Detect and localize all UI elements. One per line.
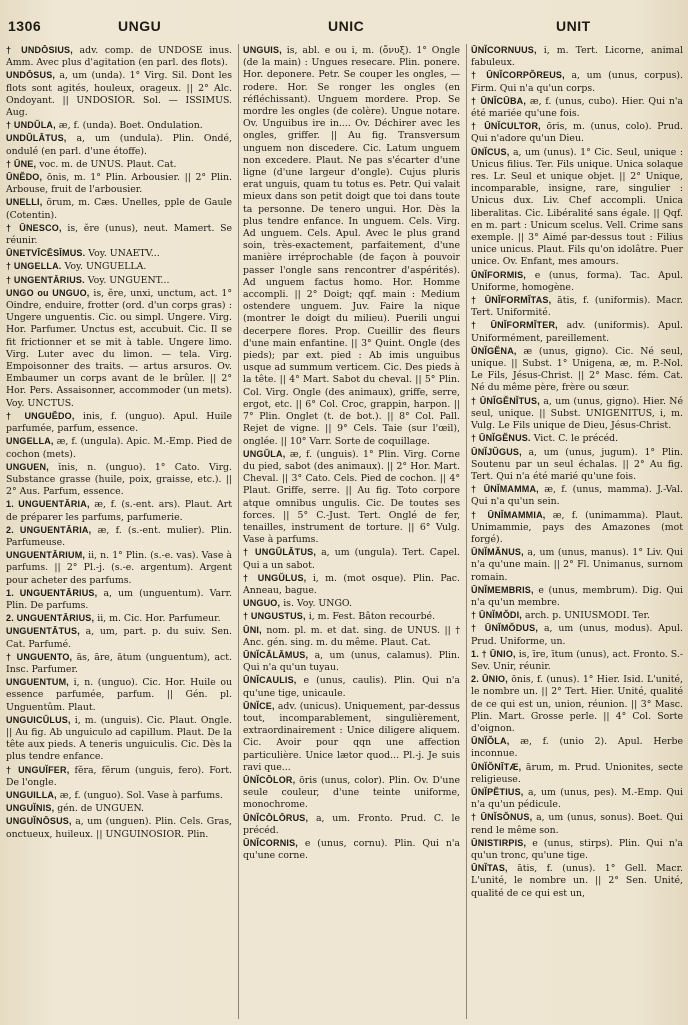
dictionary-entry [243, 674, 460, 699]
entry-headword: † ŪNĬGĔNĬTUS, [471, 395, 540, 406]
entry-definition: i, m. Tert. Licorne, animal fabuleux. [471, 45, 683, 69]
entry-headword: UNGUO, [243, 598, 281, 609]
entry-definition: i, m. (mot osque). Plin. Pac. Anneau, bague. [243, 572, 460, 596]
dictionary-entry [6, 651, 232, 676]
entry-definition: is, ĕre, unxi, unctum, act. 1° Oindre, enduire, frotter (ord. d'un corps gras) : Ungere unguentis. Cic. ou simpl. Ungere. Virg. Hor. Parfumer. Unctus est, accubuit. Cic. Il se fit frictionner et se mit à table. Ungere limo. Virg. Luter avec du limon. — tela. Virg. Empoisonner des traits. — artus arsuros. Ov. Embaumer un corps avant de le brûler. || 2° Hor. Pers. Assaisonner, accommoder (un mets). Voy. UNCTUS. [6, 287, 232, 409]
entry-definition: i, n. (unguo). Cic. Hor. Huile ou essence parfumée, parfum. || Gén. pl. Unguentûm. Plaut. [6, 677, 232, 713]
entry-definition: æ, f. (s.-ent. ars). Plaut. Art de préparer les parfums, parfumerie. [6, 499, 232, 523]
entry-definition: ōrum, m. Cæs. Unelles, pple de Gaule (Cotentin). [6, 197, 232, 221]
entry-headword: † ŪNE, [6, 158, 37, 169]
dictionary-entry [243, 624, 460, 649]
dictionary-entry [6, 171, 232, 196]
entry-definition: a, um (unda). 1° Virg. Sil. Dont les flots sont agités, houleux, orageux. || 2° Alc. Ondoyant. || UNDOSIOR. Sol. — ISSIMUS. Aug. [6, 70, 232, 119]
entry-headword: ŪNĬMEMBRIS, [471, 584, 534, 595]
dictionary-entry [471, 95, 683, 120]
entry-headword: 1. UNGUENTĀRIUS, [6, 587, 98, 598]
entry-headword: UNDŌSUS, [6, 70, 56, 81]
entry-definition: Voy. UNAETV... [88, 248, 160, 260]
entry-definition: a, um (unus, pes). M.-Emp. Qui n'a qu'un pédicule. [471, 786, 683, 811]
entry-definition: inis, f. (unguo). Apul. Huile parfumée, parfum, essence. [6, 410, 232, 435]
entry-headword: ŪNĬCUS, [471, 146, 510, 157]
dictionary-entry [471, 69, 683, 94]
dictionary-entry [6, 274, 232, 287]
dictionary-entry [243, 812, 460, 837]
entry-definition: a, um (unus, jugum). 1° Plin. Soutenu par un seul échalas. || 2° Au fig. Tert. Qui n'a été marié qu'une fois. [471, 446, 683, 482]
entry-definition: is, īre, ītum (unus), act. Fronto. S.-Sev. Unir, réunir. [471, 648, 683, 672]
entry-headword: UNGUIS, [243, 45, 282, 55]
page-number: 1306 [8, 18, 42, 34]
dictionary-entry [243, 597, 460, 610]
entry-definition: e (unus, cornu). Plin. Qui n'a qu'une corne. [243, 838, 460, 862]
entry-definition: gén. de UNGUEN. [57, 803, 145, 815]
entry-headword: UNDŬLĀTUS, [6, 133, 67, 144]
dictionary-entry [243, 44, 460, 448]
dictionary-entry [6, 714, 232, 764]
dictionary-entry [471, 509, 683, 547]
dictionary-entry [471, 862, 683, 900]
entry-definition: Voy. UNGUENT... [87, 274, 170, 286]
entry-definition: ārum, m. Prud. Unionites, secte religieuse. [471, 761, 683, 785]
entry-headword: ŪNĬŎLA, [471, 736, 510, 747]
entry-definition: ĭnis, n. (unguo). 1° Cato. Virg. Substance grasse (huile, poix, graisse, etc.). || 2° Aus. Parfum, essence. [6, 461, 232, 498]
entry-definition: adv. comp. de UNDOSE inus. Amm. Avec plus d'agitation (en parl. des flots). [6, 45, 232, 69]
entry-headword: † UNDŬLA, [6, 120, 56, 131]
entry-headword: ŪNI, [243, 624, 262, 635]
entry-headword: 2. UNGUENTĀRIUS, [6, 613, 95, 624]
entry-definition: a, um (unus, modus). Apul. Prud. Uniforme, un. [471, 623, 683, 647]
entry-definition: a, um (unus, gigno). Hier. Né seul, unique. || Subst. UNIGENITUS, i, m. Vulg. Le Fils unique de Dieu, Jésus-Christ. [471, 395, 683, 432]
dictionary-entry [6, 69, 232, 119]
entry-definition: e (unus, forma). Tac. Apul. Uniforme, homogène. [471, 269, 683, 293]
entry-headword: † ŪNĬCŪBA, [471, 95, 527, 106]
entry-headword: UNGUENTĀTUS, [6, 626, 80, 637]
entry-definition: a, um (unguen). Plin. Cels. Gras, onctueux, huileux. || UNGUINOSIOR. Plin. [6, 816, 232, 840]
entry-definition: æ, f. (unio 2). Apul. Herbe inconnue. [471, 736, 683, 760]
entry-headword: ŪNĬGĔNA, [471, 345, 517, 356]
entry-definition: adv. (uniformis). Apul. Uniformément, pareillement. [471, 320, 683, 344]
entry-headword: ŪNISTIRPIS, [471, 837, 527, 848]
dictionary-entry [471, 648, 683, 673]
entry-headword: † ŪNĬCULTOR, [471, 121, 541, 132]
entry-definition: nom. pl. m. et dat. sing. de UNUS. || † Anc. gén. sing. m. du même. Plaut. Cat. [243, 624, 460, 648]
dictionary-entry [243, 649, 460, 674]
dictionary-entry [6, 549, 232, 587]
dictionary-entry [6, 461, 232, 499]
dictionary-entry [6, 676, 232, 714]
entry-headword: † ŪNĬFORMĬTAS, [471, 295, 552, 306]
entry-definition: æ, f. (s.-ent. mulier). Plin. Parfumeuse. [6, 524, 232, 548]
running-header [0, 18, 688, 40]
dictionary-entry [6, 612, 232, 625]
entry-headword: UNGELLA, [6, 436, 54, 447]
entry-headword: ŪNETVĪCĒSĪMUS. [6, 248, 86, 259]
entry-definition: æ, f. (unimamma). Plaut. Unimammie, pays des Amazones (mot forgé). [471, 509, 683, 545]
dictionary-entry [6, 260, 232, 273]
entry-headword: † UNGUSTUS, [243, 611, 306, 622]
entry-definition: æ, f. (unus, cubo). Hier. Qui n'a été mariée qu'une fois. [471, 95, 683, 120]
dictionary-entry [6, 410, 232, 435]
entry-definition: ātis, f. (unus). 1° Gell. Macr. L'unité, le nombre un. || 2° Sen. Unité, qualité de ce qui est un, [471, 863, 683, 899]
dictionary-entry [6, 587, 232, 612]
entry-headword: UNGUENTĀRIUM, [6, 550, 86, 561]
dictionary-entry [471, 761, 683, 786]
entry-definition: æ, f. (unguo). Sol. Vase à parfums. [59, 789, 223, 801]
dictionary-entry [471, 446, 683, 484]
entry-headword: † ŪNĬCORPŎREUS, [471, 70, 565, 81]
dictionary-entry [243, 837, 460, 862]
entry-headword: UNGUICŬLUS, [6, 714, 71, 725]
dictionary-entry [6, 44, 232, 69]
entry-headword: † ŪNĬMAMMA, [471, 484, 539, 495]
dictionary-entry [6, 158, 232, 171]
dictionary-entry [6, 625, 232, 650]
entry-headword: UNGUĬNIS, [6, 803, 55, 814]
entry-definition: adv. (unicus). Uniquement, par-dessus tout, incomparablement, singulièrement, extraordinairement : Unice diligere aliquem. Cic. Avoir pour qqn une affection particulière. Unice lætor quod... Pl.-j. Je suis ravi que... [243, 700, 460, 773]
entry-headword: ŪNĬCORNUUS, [471, 45, 537, 55]
column-middle [243, 44, 460, 1019]
entry-definition: æ, f. (unda). Boet. Ondulation. [58, 120, 203, 132]
dictionary-entry [6, 524, 232, 549]
entry-definition: fĕra, fĕrum (unguis, fero). Fort. De l'ongle. [6, 764, 232, 788]
entry-definition: ātis, f. (uniformis). Macr. Tert. Uniformité. [471, 295, 683, 319]
entry-headword: ŪNĬFORMIS, [471, 269, 526, 280]
dictionary-entry [243, 572, 460, 597]
entry-headword: † ŪNĬGĔNUS. [471, 433, 531, 444]
dictionary-entry [6, 764, 232, 789]
dictionary-entry [471, 735, 683, 760]
entry-headword: 2. ŪNIO, [471, 674, 508, 685]
dictionary-entry [471, 319, 683, 344]
entry-headword: ŪNĬCORNIS, [243, 838, 299, 848]
dictionary-entry [6, 789, 232, 802]
dictionary-entry [471, 811, 683, 836]
entry-headword: UNELLI, [6, 197, 43, 208]
entry-definition: ās, āre, ātum (unguentum), act. Insc. Parfumer. [6, 651, 232, 675]
dictionary-entry [471, 622, 683, 647]
entry-definition: ōris (unus, color). Plin. Ov. D'une seule couleur, d'une teinte uniforme, monochrome. [243, 774, 460, 811]
dictionary-entry [6, 196, 232, 221]
entry-definition: æ, f. (unus, mamma). J.-Val. Qui n'a qu'un sein. [471, 484, 683, 508]
entry-headword: 1. UNGUENTĀRIA, [6, 499, 90, 510]
entry-headword: ŪNĬŎNĪTÆ, [471, 761, 522, 772]
entry-headword: ŪNĬCŌLŌRUS, [243, 812, 309, 823]
dictionary-entry [471, 483, 683, 508]
entry-headword: UNGO ou UNGUO, [6, 287, 90, 298]
dictionary-entry [6, 222, 232, 247]
column-right [471, 44, 683, 1019]
entry-headword: † UNGUĬFER, [6, 764, 70, 775]
entry-definition: is, abl. e ou i, m. (ὄνυξ). 1° Ongle (de la main) : Ungues resecare. Plin. ponere. Hor. deponere. Petr. Se couper les ongles, — rodere. Hor. Se ronger les ongles (en réfléchissant). Unguem mordere. Prop. Se mordre les ongles (de colère). Ungue notare. Ov. Unguibus ire in.... Ov. Déchirer avec les ongles, griffer. || Au fig. Transversum unguem non discedere. Cic. Latum unguem non excedere. Plaut. Ne pas s'écarter d'une ligne (d'une largeur d'ongle). Cujus pluris erat unguis, quam tu totus es. Petr. Qui valait mieux dans son petit doigt que toi dans toute ta personne. De tenero ungui. Hor. Dès la plus tendre enfance. In unguem. Cels. Virg. Ad unguem. Cels. Apul. Avec le plus grand soin, très-exactement, parfaitement, d'une manière irréprochable (de façon à pouvoir passer l'ongle sans rencontrer d'aspérités). Ad unguem factus homo. Hor. Homme accompli. || 2° Doigt; qqf. main : Medium ostendere unguem. Juv. Faire la nique (montrer le doigt du milieu). Puerili ungui decerpere flores. Prop. Cueillir des fleurs d'une main enfantine. || 3° Quint. Ongle (des pieds); par ext. pied : Ab imis unguibus usque ad summum verticem. Cic. Des pieds à la tête. || 4° Mart. Sabot du cheval. || 5° Plin. Col. Virg. Ongle (des animaux), griffe, serre, ergot, etc. || 6° Col. Croc, grappin, harpon. || 7° Plin. Onglet (t. de bot.). || 8° Col. Pall. Rejet de vigne. || 9° Cels. Taie (sur l'œil), onglée. || 10° Varr. Sorte de coquillage. [243, 45, 460, 447]
entry-definition: Vict. C. le précéd. [533, 433, 619, 445]
entry-headword: UNGŬLA, [243, 448, 286, 459]
entry-definition: i, m. (unguis). Cic. Plaut. Ongle. || Au fig. Ab unguiculo ad capillum. Plaut. De la tête aux pieds. A teneris unguiculis. Cic. Dès la plus tendre enfance. [6, 714, 232, 763]
entry-headword: † UNGŬLĀTUS, [243, 547, 317, 558]
entry-definition: a, um (ungula). Tert. Capel. Qui a un sabot. [243, 547, 460, 571]
entry-definition: a, um (unus, calamus). Plin. Qui n'a qu'un tuyau. [243, 649, 460, 674]
entry-headword: UNGUENTUM, [6, 677, 69, 688]
dictionary-entry [471, 146, 683, 269]
entry-headword: † ŪNĬMŎDUS, [471, 623, 539, 634]
entry-headword: † ŪNESCO, [6, 222, 62, 233]
entry-definition: voc. m. de UNUS. Plaut. Cat. [39, 158, 177, 170]
dictionary-entry [6, 119, 232, 132]
dictionary-entry [471, 269, 683, 294]
dictionary-entry [243, 774, 460, 812]
entry-definition: is, ĕre (unus), neut. Mamert. Se réunir. [6, 222, 232, 247]
dictionary-entry [471, 609, 683, 622]
entry-headword: 1. † ŪNIO, [471, 648, 516, 659]
entry-definition: æ, f. (unguis). 1° Plin. Virg. Corne du pied, sabot (des animaux). || 2° Hor. Mart. Cheval. || 3° Cato. Cels. Pied de cochon. || 4° Plaut. Griffe, serre. || Au fig. Toto corpore atque omnibus ungulis. Cic. De toutes ses forces. || 5° C.-Just. Tert. Onglé de fer, tenailles, instrument de torture. || 6° Vulg. Vase à parfums. [243, 448, 460, 546]
entry-headword: ŪNĬJŬGUS, [471, 446, 522, 457]
header-right-guideword: UNIT [556, 18, 591, 34]
dictionary-entry [471, 395, 683, 433]
entry-definition: ōris, m. (unus, colo). Prud. Qui n'adore qu'un Dieu. [471, 121, 683, 145]
dictionary-entry [6, 815, 232, 840]
column-left [6, 44, 232, 1019]
entry-headword: † UNGUENTO, [6, 651, 73, 662]
dictionary-entry [6, 498, 232, 523]
entry-definition: ōnis, m. 1° Plin. Arbousier. || 2° Plin. Arbouse, fruit de l'arbousier. [6, 172, 232, 196]
dictionary-entry [471, 673, 683, 735]
dictionary-entry [471, 837, 683, 862]
dictionary-entry [243, 448, 460, 547]
entry-headword: ŪNĬCE, [243, 700, 275, 711]
entry-headword: 2. UNGUENTĀRIA, [6, 524, 92, 535]
dictionary-entry [6, 132, 232, 157]
entry-headword: ŪNĔDO, [6, 172, 43, 183]
dictionary-entry [471, 432, 683, 445]
entry-headword: † UNGUĔDO, [6, 410, 75, 421]
column-divider [238, 44, 239, 1019]
entry-definition: a, um (unus, sonus). Boet. Qui rend le même son. [471, 812, 683, 836]
dictionary-entry [243, 546, 460, 571]
dictionary-entry [6, 435, 232, 460]
entry-definition: a, um. Fronto. Prud. C. le précéd. [243, 812, 460, 836]
entry-definition: e (unus, membrum). Dig. Qui n'a qu'un membre. [471, 584, 683, 608]
entry-headword: † UNGŬLUS, [243, 572, 307, 583]
dictionary-entry [471, 294, 683, 319]
dictionary-entry [471, 584, 683, 609]
entry-headword: † ŪNĬMŎDI, [471, 610, 523, 621]
entry-headword: † ŪNĬMAMMIA, [471, 509, 546, 520]
entry-headword: † ŪNĬSŎNUS, [471, 812, 533, 823]
entry-headword: ŪNĬCŌLOR, [243, 774, 296, 785]
header-left-guideword: UNGU [118, 18, 162, 34]
entry-headword: UNGUEN, [6, 461, 49, 472]
entry-headword: ŪNĬPĔTIUS, [471, 786, 524, 797]
dictionary-entry [6, 287, 232, 410]
entry-definition: a, um (undula). Plin. Ondé, ondulé (en parl. d'une étoffe). [6, 133, 232, 157]
entry-headword: † ŪNĬFORMĬTER, [471, 320, 558, 331]
entry-headword: ŪNĬCĂLĀMUS, [243, 649, 309, 660]
entry-definition: a, um (unus). 1° Cic. Seul, unique : Unicus filius. Ter. Fils unique. Unica solaque res. Lr. Seul et unique objet. || 2° Unique, incomparable, insigne, rare, singulier : Unicus dux. Liv. Chef accompli. Unica liberalitas. Cic. Libéralité sans égale. || Qqf. en m. part : Unicum scelus. Vell. Crime sans exemple. || 3° Aimé par-dessus tout : Filius unice unicus. Plaut. Fils qu'on idolâtre. Puer unice. Ov. Enfant, mes amours. [471, 146, 683, 268]
entry-headword: † UNDŌSIUS, [6, 45, 73, 55]
entry-definition: ii, m. Cic. Hor. Parfumeur. [97, 613, 221, 625]
entry-definition: e (unus, stirps). Plin. Qui n'a qu'un tronc, qu'une tige. [471, 837, 683, 861]
entry-definition: i, m. Fest. Bâton recourbé. [308, 611, 436, 623]
dictionary-entry [471, 786, 683, 811]
entry-headword: ŪNĬTAS, [471, 863, 508, 874]
dictionary-entry [243, 700, 460, 774]
dictionary-entry [471, 546, 683, 584]
entry-headword: ŪNĬCAULIS, [243, 675, 297, 686]
entry-definition: a, um (unguentum). Varr. Plin. De parfums. [6, 587, 232, 611]
dictionary-entry [6, 802, 232, 815]
entry-definition: Voy. UNGUELLA. [64, 261, 147, 273]
entry-definition: e (unus, caulis). Plin. Qui n'a qu'une tige, unicaule. [243, 675, 460, 699]
entry-headword: UNGUILLA, [6, 789, 57, 800]
entry-definition: ii, n. 1° Plin. (s.-e. vas). Vase à parfums. || 2° Pl.-j. (s.-e. argentum). Argent pour acheter des parfums. [6, 550, 232, 586]
entry-definition: is. Voy. UNGO. [283, 598, 353, 610]
header-center-guideword: UNIC [328, 18, 365, 34]
dictionary-entry [471, 44, 683, 69]
dictionary-entry [6, 247, 232, 260]
column-divider [466, 44, 467, 1019]
entry-definition: ōnis, f. (unus). 1° Hier. Isid. L'unité, le nombre un. || 2° Tert. Hier. Unité, qualité de ce qui est un, union, réunion. || 3° Masc. Plin. Mart. Grosse perle. || 4° Col. Sorte d'oignon. [471, 674, 683, 734]
entry-definition: a, um, part. p. du suiv. Sen. Cat. Parfumé. [6, 626, 232, 650]
entry-definition: æ, f. (ungula). Apic. M.-Emp. Pied de cochon (mets). [6, 436, 232, 460]
entry-definition: æ (unus, gigno). Cic. Né seul, unique. || Subst. 1° Unigena, æ, m. P.-Nol. Le Fils, Jésus-Christ. || 2° Masc. fém. Cat. Né du même père, frère ou sœur. [471, 345, 683, 394]
entry-definition: a, um (unus, corpus). Firm. Qui n'a qu'un corps. [471, 70, 683, 94]
entry-headword: UNGUĬNŌSUS, [6, 816, 72, 827]
entry-headword: † UNGELLA. [6, 261, 62, 272]
dictionary-entry [471, 345, 683, 395]
entry-headword: ŪNĬMĂNUS, [471, 547, 524, 558]
dictionary-entry [471, 120, 683, 145]
entry-definition: arch. p. UNIUSMODI. Ter. [525, 610, 650, 622]
entry-definition: a, um (unus, manus). 1° Liv. Qui n'a qu'une main. || 2° Fl. Unimanus, surnom romain. [471, 547, 683, 583]
entry-headword: † UNGENTĀRIUS. [6, 274, 85, 285]
dictionary-entry [243, 610, 460, 623]
